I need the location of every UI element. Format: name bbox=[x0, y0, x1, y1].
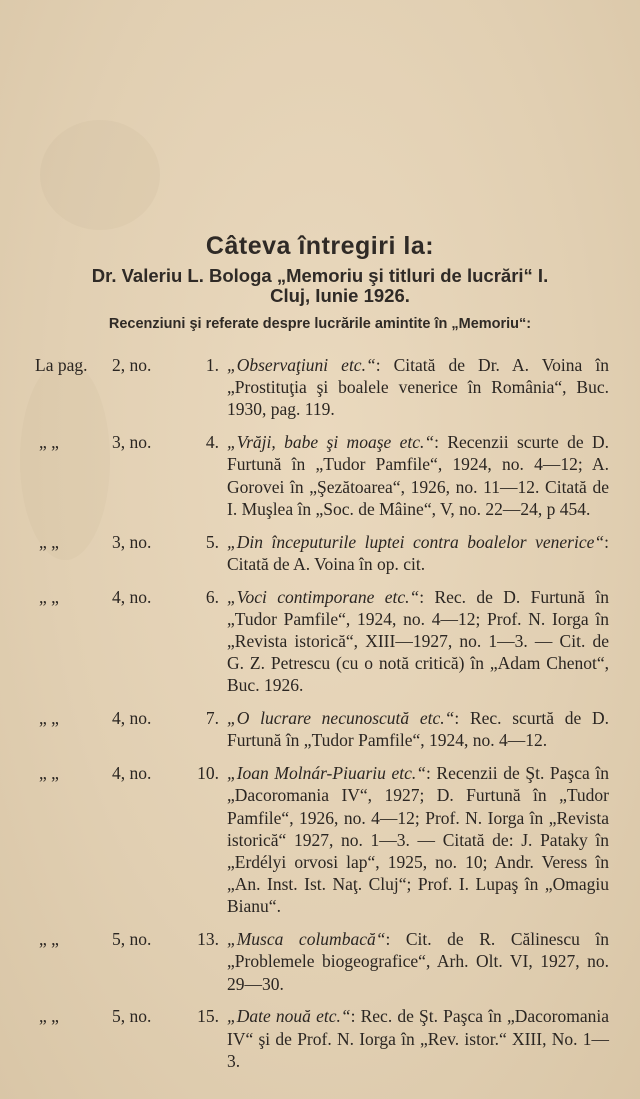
entry-number: 15. bbox=[197, 1006, 219, 1027]
entry-rest: : Cit. de R. Călinescu în „Problemele biogeografice“, Arh. Olt. VI, 1927, no. 29—30. bbox=[227, 929, 609, 994]
entry-rest: : Rec. de D. Furtună în „Tudor Pamfile“, 1924, no. 4—12; Prof. N. Iorga în „Revista istorică“, XIII—1927, no. 1—3. — Cit. de G. Z. Petrescu (cu o notă critică) în „Adam Chenot“, Buc. 1926. bbox=[227, 586, 609, 696]
entry-text bbox=[227, 586, 609, 697]
list-item bbox=[35, 928, 635, 995]
entry-title: „Ioan Molnár-Piuariu etc.“ bbox=[227, 763, 426, 784]
section-heading: Recenziuni şi referate despre lucrările amintite în „Memoriu“: bbox=[108, 316, 532, 332]
entry-title: „Vrăji, babe şi moaşe etc.“ bbox=[227, 432, 435, 453]
entry-number: 7. bbox=[205, 708, 219, 729]
list-item bbox=[35, 354, 635, 421]
list-item bbox=[35, 707, 635, 751]
page-number: 4, no. bbox=[112, 763, 152, 784]
page-prefix: „ „ bbox=[39, 432, 59, 453]
list-item bbox=[35, 586, 635, 697]
entry-title: „Observaţiuni etc.“ bbox=[227, 355, 376, 375]
page-reference bbox=[35, 431, 190, 520]
entry-text bbox=[227, 531, 609, 575]
subtitle-line-2: Cluj, Iunie 1926. bbox=[270, 285, 410, 306]
subtitle-line-1: Dr. Valeriu L. Bologa „Memoriu şi titluri de lucrări“ I. bbox=[91, 265, 549, 286]
entry-text bbox=[227, 354, 609, 421]
entry-text bbox=[227, 762, 609, 917]
page-prefix: „ „ bbox=[39, 763, 59, 784]
entry-rest: : Recenzii de Şt. Paşca în „Dacoromania IV“, 1927; D. Furtună în „Tudor Pamfile“, 1926, no. 4—12; Prof. N. Iorga în „Revista istorică“ 1927, no. 1—3. — Citată de: J. Pataky în „Erdélyi orvosi lap“, 1925, no. 10; Andr. Veress în „An. Inst. Ist. Naţ. Cluj“; Prof. I. Lupaş în „Omagiu Bianu“. bbox=[227, 763, 609, 917]
page-number: 5, no. bbox=[112, 929, 152, 950]
entry-rest: : Citată de Dr. A. Voina în „Prostituţia şi boalele venerice în România“, Buc. 1930, pag. 119. bbox=[227, 355, 609, 420]
entry-title: „Voci contimporane etc.“ bbox=[227, 586, 420, 607]
page-prefix: „ „ bbox=[39, 586, 59, 607]
entry-text bbox=[227, 1005, 609, 1072]
page-prefix: La pag. bbox=[35, 355, 88, 375]
page-reference bbox=[35, 928, 190, 995]
page-number: 4, no. bbox=[112, 708, 152, 729]
entry-number: 4. bbox=[205, 432, 219, 453]
page-prefix: „ „ bbox=[39, 708, 59, 729]
entry-text bbox=[227, 431, 609, 520]
entry-rest: : Recenzii scurte de D. Furtună în „Tudor Pamfile“, 1924, no. 4—12; A. Gorovei în „Şezătoarea“, 1926, no. 11—12. Citată de I. Muşlea în „Soc. de Mâine“, V, no. 22—24, p 454. bbox=[227, 432, 609, 519]
page-number: 4, no. bbox=[112, 586, 152, 607]
page-prefix: „ „ bbox=[39, 531, 59, 552]
list-item bbox=[35, 431, 635, 520]
entry-number: 1. bbox=[205, 355, 219, 375]
page-prefix: „ „ bbox=[39, 929, 59, 950]
page-number: 2, no. bbox=[112, 355, 152, 375]
page-number: 3, no. bbox=[112, 531, 152, 552]
page-title: Câteva întregiri la: bbox=[205, 232, 435, 260]
entry-rest: : Citată de A. Voina în op. cit. bbox=[227, 531, 609, 574]
entry-title: „O lucrare necunoscută etc.“ bbox=[227, 708, 455, 729]
page-prefix: „ „ bbox=[39, 1006, 59, 1027]
page-reference bbox=[35, 586, 190, 697]
entry-number: 5. bbox=[205, 531, 219, 552]
entry-rest: : Rec. scurtă de D. Furtună în „Tudor Pamfile“, 1924, no. 4—12. bbox=[227, 708, 610, 751]
page-reference bbox=[35, 354, 190, 421]
entry-text bbox=[227, 707, 609, 751]
page-number: 5, no. bbox=[112, 1006, 152, 1027]
page-reference bbox=[35, 1005, 190, 1072]
entry-number: 10. bbox=[197, 763, 219, 784]
list-item bbox=[35, 762, 635, 917]
page-number: 3, no. bbox=[112, 432, 152, 453]
page-reference bbox=[35, 531, 190, 575]
entry-title: „Din începuturile luptei contra boalelor venerice“ bbox=[227, 531, 605, 552]
entry-title: „Date nouă etc.“ bbox=[227, 1006, 351, 1027]
entry-list bbox=[35, 354, 635, 1083]
entry-rest: : Rec. de Şt. Paşca în „Dacoromania IV“ şi de Prof. N. Iorga în „Rev. istor.“ XIII, No. 1—3. bbox=[227, 1006, 609, 1071]
entry-number: 6. bbox=[205, 586, 219, 607]
list-item bbox=[35, 531, 635, 575]
paper-stain bbox=[40, 120, 160, 230]
entry-number: 13. bbox=[197, 929, 219, 950]
entry-text bbox=[227, 928, 609, 995]
entry-title: „Musca columbacă“ bbox=[227, 929, 386, 950]
list-item bbox=[35, 1005, 635, 1072]
page-reference bbox=[35, 762, 190, 917]
page-subtitle bbox=[0, 266, 640, 306]
page-reference bbox=[35, 707, 190, 751]
